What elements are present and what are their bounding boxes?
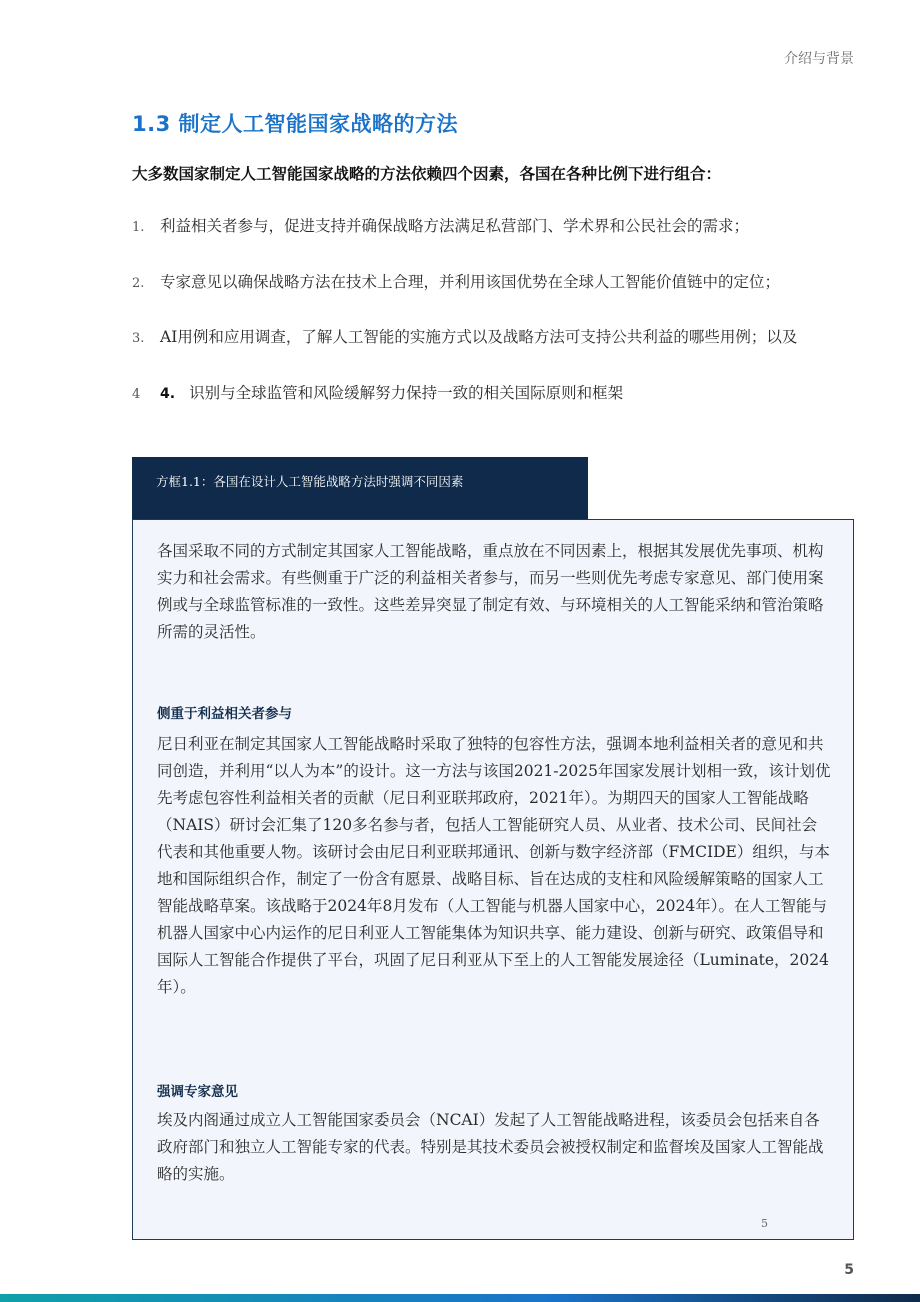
list-item-number: 2. xyxy=(132,276,145,291)
info-box xyxy=(132,519,854,1240)
list-item-number: 3. xyxy=(132,331,145,346)
list-item xyxy=(132,270,780,292)
box-paragraph: 尼日利亚在制定其国家人工智能战略时采取了独特的包容性方法，强调本地利益相关者的意见和共同创造，并利用“以人为本”的设计。这一方法与该国2021-2025年国家发展计划相一致，该计划优先考虑包容性利益相关者的贡献（尼日利亚联邦政府，2021年）。为期四天的国家人工智能战略（NAIS）研讨会汇集了120多名参与者，包括人工智能研究人员、从业者、技术公司、民间社会代表和其他重要人物。该研讨会由尼日利亚联邦通讯、创新与数字经济部（FMCIDE）组织，与本地和国际组织合作，制定了一份含有愿景、战略目标、旨在达成的支柱和风险缓解策略的国家人工智能战略草案。该战略于2024年8月发布（人工智能与机器人国家中心，2024年）。在人工智能与机器人国家中心内运作的尼日利亚人工智能集体为知识共享、能力建设、创新与研究、政策倡导和国际人工智能合作提供了平台，巩固了尼日利亚从下至上的人工智能发展途径（Luminate，2024年）。 xyxy=(157,735,831,996)
box-paragraph: 埃及内阁通过成立人工智能国家委员会（NCAI）发起了人工智能战略进程，该委员会包括来自各政府部门和独立人工智能专家的代表。特别是其技术委员会被授权制定和监督埃及国家人工智能战略的实施。 xyxy=(157,1111,824,1183)
box-intro-paragraph: 各国采取不同的方式制定其国家人工智能战略，重点放在不同因素上，根据其发展优先事项、机构实力和社会需求。有些侧重于广泛的利益相关者参与，而另一些则优先考虑专家意见、部门使用案例或与全球监管标准的一致性。这些差异突显了制定有效、与环境相关的人工智能采纳和管治策略所需的灵活性。 xyxy=(157,542,824,641)
page-number: 5 xyxy=(844,1262,854,1278)
box-title: 方框1.1：各国在设计人工智能战略方法时强调不同因素 xyxy=(132,457,588,519)
box-subheading: 侧重于利益相关者参与 xyxy=(157,706,292,722)
section-intro: 大多数国家制定人工智能国家战略的方法依赖四个因素，各国在各种比例下进行组合： xyxy=(132,165,722,183)
list-item-number: 4 xyxy=(132,387,141,402)
list-item xyxy=(132,325,797,347)
box-subheading: 强调专家意见 xyxy=(157,1084,238,1100)
list-item-text: 识别与全球监管和风险缓解努力保持一致的相关国际原则和框架 xyxy=(189,384,624,402)
box-page-number: 5 xyxy=(761,1217,768,1230)
list-item xyxy=(132,381,623,403)
list-item-text: 专家意见以确保战略方法在技术上合理，并利用该国优势在全球人工智能价值链中的定位； xyxy=(160,273,781,291)
list-item-text: 利益相关者参与，促进支持并确保战略方法满足私营部门、学术界和公民社会的需求； xyxy=(160,217,750,235)
footer-bar xyxy=(0,1294,920,1302)
list-item-number: 1. xyxy=(132,220,145,235)
section-title: 1.3 制定人工智能国家战略的方法 xyxy=(132,112,459,136)
list-item-bold-number: 4. xyxy=(160,386,176,402)
list-item xyxy=(132,214,749,236)
running-header: 介绍与背景 xyxy=(784,51,854,67)
list-item-text: AI用例和应用调查，了解人工智能的实施方式以及战略方法可支持公共利益的哪些用例；以及 xyxy=(160,328,798,346)
